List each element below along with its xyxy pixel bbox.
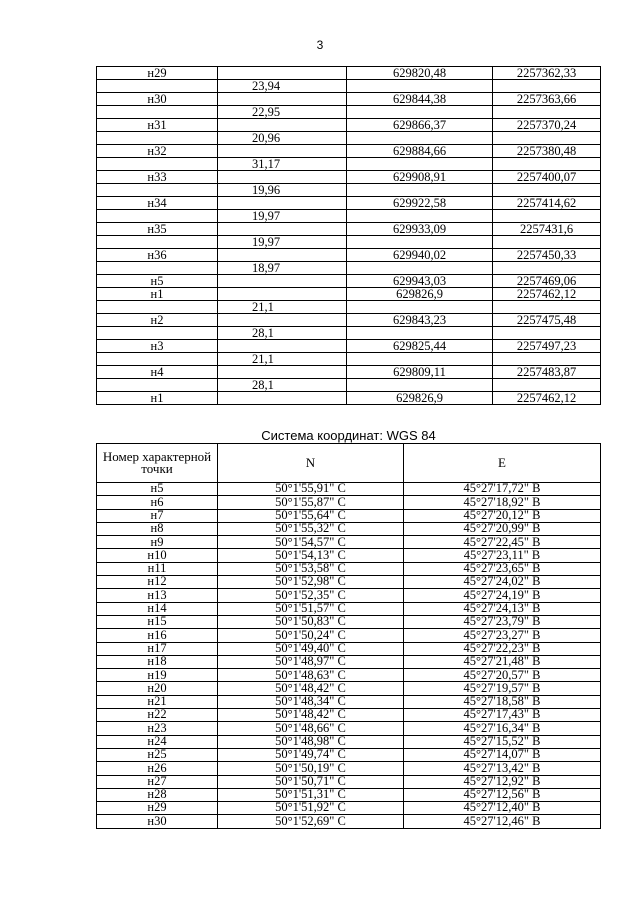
y-coordinate-cell <box>493 301 601 314</box>
north-cell: 50°1'53,58" С <box>218 562 404 575</box>
table-row <box>97 184 601 197</box>
east-cell: 45°27'20,12" В <box>404 509 601 522</box>
north-cell: 50°1'48,63" С <box>218 669 404 682</box>
point-cell: н3 <box>97 340 218 353</box>
point-cell: н27 <box>97 775 218 788</box>
table-row <box>97 93 601 106</box>
point-cell: н30 <box>97 93 218 106</box>
table-row <box>97 132 601 145</box>
distance-cell <box>218 93 347 106</box>
east-cell: 45°27'18,58" В <box>404 695 601 708</box>
distance-cell: 19,96 <box>218 184 347 197</box>
distance-cell: 21,1 <box>218 301 347 314</box>
east-cell: 45°27'24,13" В <box>404 602 601 615</box>
east-cell: 45°27'12,92" В <box>404 775 601 788</box>
table-row <box>97 655 601 668</box>
north-cell: 50°1'55,32" С <box>218 522 404 535</box>
north-cell: 50°1'55,87" С <box>218 496 404 509</box>
point-cell: н32 <box>97 145 218 158</box>
distance-cell <box>218 67 347 80</box>
table-row <box>97 249 601 262</box>
x-coordinate-cell: 629809,11 <box>347 366 493 379</box>
north-cell: 50°1'50,83" С <box>218 615 404 628</box>
point-cell: н7 <box>97 509 218 522</box>
distance-cell: 23,94 <box>218 80 347 93</box>
table-row <box>97 145 601 158</box>
y-coordinate-cell <box>493 80 601 93</box>
point-cell: н33 <box>97 171 218 184</box>
north-cell: 50°1'48,98" С <box>218 735 404 748</box>
y-coordinate-cell <box>493 132 601 145</box>
table-row <box>97 536 601 549</box>
east-cell: 45°27'22,23" В <box>404 642 601 655</box>
x-coordinate-cell <box>347 106 493 119</box>
y-coordinate-cell <box>493 262 601 275</box>
point-cell: н20 <box>97 682 218 695</box>
point-cell: н22 <box>97 709 218 722</box>
distance-cell <box>218 275 347 288</box>
y-coordinate-cell: 2257450,33 <box>493 249 601 262</box>
distance-cell: 31,17 <box>218 158 347 171</box>
east-cell: 45°27'17,43" В <box>404 709 601 722</box>
coordinates-table-wgs84-body <box>97 483 601 829</box>
east-cell: 45°27'24,02" В <box>404 576 601 589</box>
north-cell: 50°1'50,71" С <box>218 775 404 788</box>
north-cell: 50°1'48,66" С <box>218 722 404 735</box>
point-cell: н18 <box>97 655 218 668</box>
point-cell: н36 <box>97 249 218 262</box>
y-coordinate-cell: 2257362,33 <box>493 67 601 80</box>
east-cell: 45°27'23,65" В <box>404 562 601 575</box>
y-coordinate-cell <box>493 184 601 197</box>
x-coordinate-cell: 629884,66 <box>347 145 493 158</box>
table-row <box>97 327 601 340</box>
point-cell: н19 <box>97 669 218 682</box>
east-cell: 45°27'17,72" В <box>404 483 601 496</box>
east-cell: 45°27'13,42" В <box>404 762 601 775</box>
header-point-number: Номер характерной точки <box>97 444 218 483</box>
table-row <box>97 379 601 392</box>
point-cell: н15 <box>97 615 218 628</box>
table-row <box>97 802 601 815</box>
y-coordinate-cell <box>493 210 601 223</box>
x-coordinate-cell: 629922,58 <box>347 197 493 210</box>
table-row <box>97 366 601 379</box>
coordinates-table-msk-body <box>97 67 601 405</box>
table-row <box>97 353 601 366</box>
east-cell: 45°27'12,46" В <box>404 815 601 828</box>
table-row <box>97 210 601 223</box>
north-cell: 50°1'52,98" С <box>218 576 404 589</box>
table-row <box>97 119 601 132</box>
x-coordinate-cell <box>347 301 493 314</box>
x-coordinate-cell: 629866,37 <box>347 119 493 132</box>
table-row <box>97 314 601 327</box>
north-cell: 50°1'52,69" С <box>218 815 404 828</box>
east-cell: 45°27'20,99" В <box>404 522 601 535</box>
distance-cell: 28,1 <box>218 379 347 392</box>
point-cell: н13 <box>97 589 218 602</box>
coordinates-table-wgs84 <box>96 443 601 829</box>
x-coordinate-cell <box>347 353 493 366</box>
east-cell: 45°27'12,56" В <box>404 788 601 801</box>
y-coordinate-cell: 2257370,24 <box>493 119 601 132</box>
point-cell <box>97 184 218 197</box>
distance-cell: 28,1 <box>218 327 347 340</box>
distance-cell <box>218 314 347 327</box>
table-row <box>97 748 601 761</box>
point-cell: н21 <box>97 695 218 708</box>
point-cell: н11 <box>97 562 218 575</box>
distance-cell <box>218 119 347 132</box>
distance-cell: 19,97 <box>218 236 347 249</box>
point-cell: н6 <box>97 496 218 509</box>
east-cell: 45°27'24,19" В <box>404 589 601 602</box>
point-cell: н10 <box>97 549 218 562</box>
distance-cell <box>218 145 347 158</box>
north-cell: 50°1'50,24" С <box>218 629 404 642</box>
north-cell: 50°1'48,97" С <box>218 655 404 668</box>
x-coordinate-cell: 629933,09 <box>347 223 493 236</box>
x-coordinate-cell <box>347 184 493 197</box>
table-row <box>97 301 601 314</box>
distance-cell <box>218 223 347 236</box>
east-cell: 45°27'23,27" В <box>404 629 601 642</box>
y-coordinate-cell: 2257414,62 <box>493 197 601 210</box>
y-coordinate-cell: 2257497,23 <box>493 340 601 353</box>
point-cell: н12 <box>97 576 218 589</box>
north-cell: 50°1'50,19" С <box>218 762 404 775</box>
east-cell: 45°27'19,57" В <box>404 682 601 695</box>
east-cell: 45°27'22,45" В <box>404 536 601 549</box>
point-cell: н17 <box>97 642 218 655</box>
header-east: E <box>404 444 601 483</box>
point-cell: н23 <box>97 722 218 735</box>
point-cell: н26 <box>97 762 218 775</box>
point-cell <box>97 327 218 340</box>
east-cell: 45°27'23,11" В <box>404 549 601 562</box>
distance-cell <box>218 197 347 210</box>
point-cell <box>97 262 218 275</box>
distance-cell <box>218 366 347 379</box>
north-cell: 50°1'49,40" С <box>218 642 404 655</box>
point-cell <box>97 132 218 145</box>
point-cell: н5 <box>97 275 218 288</box>
y-coordinate-cell <box>493 236 601 249</box>
point-cell: н29 <box>97 67 218 80</box>
x-coordinate-cell <box>347 210 493 223</box>
point-cell: н31 <box>97 119 218 132</box>
x-coordinate-cell: 629826,9 <box>347 288 493 301</box>
north-cell: 50°1'52,35" С <box>218 589 404 602</box>
x-coordinate-cell: 629908,91 <box>347 171 493 184</box>
table-header-row <box>97 444 601 483</box>
table-row <box>97 340 601 353</box>
table-row <box>97 815 601 828</box>
point-cell: н34 <box>97 197 218 210</box>
point-cell: н4 <box>97 366 218 379</box>
y-coordinate-cell <box>493 158 601 171</box>
point-cell: н1 <box>97 288 218 301</box>
table-row <box>97 236 601 249</box>
point-cell: н1 <box>97 392 218 405</box>
east-cell: 45°27'20,57" В <box>404 669 601 682</box>
distance-cell <box>218 249 347 262</box>
point-cell <box>97 353 218 366</box>
y-coordinate-cell: 2257363,66 <box>493 93 601 106</box>
north-cell: 50°1'48,42" С <box>218 709 404 722</box>
point-cell: н14 <box>97 602 218 615</box>
distance-cell <box>218 288 347 301</box>
east-cell: 45°27'21,48" В <box>404 655 601 668</box>
table-header <box>97 444 601 483</box>
coordinates-table-msk <box>96 66 601 405</box>
table-row <box>97 223 601 236</box>
point-cell: н24 <box>97 735 218 748</box>
y-coordinate-cell: 2257469,06 <box>493 275 601 288</box>
y-coordinate-cell: 2257400,07 <box>493 171 601 184</box>
x-coordinate-cell <box>347 327 493 340</box>
x-coordinate-cell: 629825,44 <box>347 340 493 353</box>
x-coordinate-cell: 629826,9 <box>347 392 493 405</box>
point-cell <box>97 236 218 249</box>
point-cell: н16 <box>97 629 218 642</box>
east-cell: 45°27'18,92" В <box>404 496 601 509</box>
distance-cell: 19,97 <box>218 210 347 223</box>
distance-cell: 21,1 <box>218 353 347 366</box>
y-coordinate-cell <box>493 106 601 119</box>
point-cell <box>97 301 218 314</box>
east-cell: 45°27'16,34" В <box>404 722 601 735</box>
table-row <box>97 483 601 496</box>
north-cell: 50°1'55,91" С <box>218 483 404 496</box>
y-coordinate-cell <box>493 379 601 392</box>
y-coordinate-cell: 2257483,87 <box>493 366 601 379</box>
point-cell <box>97 106 218 119</box>
table-row <box>97 67 601 80</box>
table-row <box>97 197 601 210</box>
y-coordinate-cell: 2257475,48 <box>493 314 601 327</box>
distance-cell <box>218 340 347 353</box>
x-coordinate-cell: 629943,03 <box>347 275 493 288</box>
table-row <box>97 275 601 288</box>
point-cell <box>97 379 218 392</box>
north-cell: 50°1'51,57" С <box>218 602 404 615</box>
table-row <box>97 80 601 93</box>
distance-cell: 22,95 <box>218 106 347 119</box>
y-coordinate-cell <box>493 353 601 366</box>
table-row <box>97 171 601 184</box>
x-coordinate-cell <box>347 158 493 171</box>
north-cell: 50°1'48,34" С <box>218 695 404 708</box>
point-cell: н28 <box>97 788 218 801</box>
north-cell: 50°1'51,92" С <box>218 802 404 815</box>
x-coordinate-cell: 629843,23 <box>347 314 493 327</box>
table-row <box>97 669 601 682</box>
table-row <box>97 106 601 119</box>
east-cell: 45°27'23,79" В <box>404 615 601 628</box>
point-cell: н8 <box>97 522 218 535</box>
point-cell: н25 <box>97 748 218 761</box>
x-coordinate-cell <box>347 236 493 249</box>
distance-cell: 18,97 <box>218 262 347 275</box>
x-coordinate-cell: 629820,48 <box>347 67 493 80</box>
point-cell <box>97 80 218 93</box>
north-cell: 50°1'55,64" С <box>218 509 404 522</box>
y-coordinate-cell: 2257380,48 <box>493 145 601 158</box>
page-number: 3 <box>316 38 324 52</box>
point-cell: н35 <box>97 223 218 236</box>
point-cell <box>97 158 218 171</box>
y-coordinate-cell <box>493 327 601 340</box>
coordinate-system-caption: Система координат: WGS 84 <box>261 428 436 443</box>
distance-cell: 20,96 <box>218 132 347 145</box>
header-north: N <box>218 444 404 483</box>
table-row <box>97 392 601 405</box>
north-cell: 50°1'48,42" С <box>218 682 404 695</box>
point-cell: н2 <box>97 314 218 327</box>
east-cell: 45°27'15,52" В <box>404 735 601 748</box>
point-cell: н30 <box>97 815 218 828</box>
east-cell: 45°27'12,40" В <box>404 802 601 815</box>
north-cell: 50°1'54,13" С <box>218 549 404 562</box>
x-coordinate-cell <box>347 379 493 392</box>
point-cell: н29 <box>97 802 218 815</box>
point-cell <box>97 210 218 223</box>
table-row <box>97 709 601 722</box>
north-cell: 50°1'51,31" С <box>218 788 404 801</box>
point-cell: н9 <box>97 536 218 549</box>
y-coordinate-cell: 2257431,6 <box>493 223 601 236</box>
table-row <box>97 288 601 301</box>
x-coordinate-cell: 629844,38 <box>347 93 493 106</box>
x-coordinate-cell: 629940,02 <box>347 249 493 262</box>
east-cell: 45°27'14,07" В <box>404 748 601 761</box>
table-row <box>97 615 601 628</box>
north-cell: 50°1'49,74" С <box>218 748 404 761</box>
table-row <box>97 262 601 275</box>
table-row <box>97 158 601 171</box>
x-coordinate-cell <box>347 132 493 145</box>
point-cell: н5 <box>97 483 218 496</box>
distance-cell <box>218 171 347 184</box>
north-cell: 50°1'54,57" С <box>218 536 404 549</box>
table-row <box>97 522 601 535</box>
x-coordinate-cell <box>347 80 493 93</box>
distance-cell <box>218 392 347 405</box>
table-row <box>97 576 601 589</box>
y-coordinate-cell: 2257462,12 <box>493 392 601 405</box>
y-coordinate-cell: 2257462,12 <box>493 288 601 301</box>
x-coordinate-cell <box>347 262 493 275</box>
